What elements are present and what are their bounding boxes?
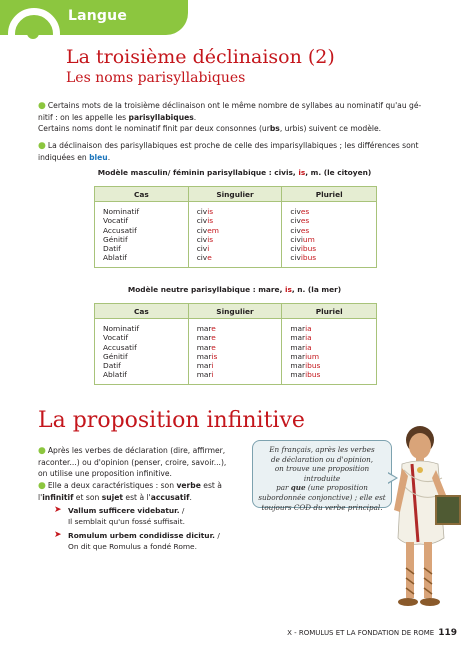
case-label: Vocatif <box>103 216 129 226</box>
bullet-dot-icon: ● <box>38 481 46 491</box>
bulla <box>417 467 423 473</box>
infinitive-bullet-1: ● Après les verbes de déclaration (dire, affirmer, raconter...) ou d'opinion (penser, croire, savoir...), on utilise une proposition infinitive. <box>38 446 227 478</box>
form-plural: cives <box>290 216 310 226</box>
case-label: Vocatif <box>103 333 129 343</box>
form-singular: cive <box>196 253 212 263</box>
table1-singular-cell <box>188 202 282 268</box>
table1-plural-cell <box>282 202 377 268</box>
table1-header-singular: Singulier <box>188 187 282 202</box>
page-number: 119 <box>438 628 457 638</box>
section-label: Langue <box>68 8 128 24</box>
example-1-french: Il semblait qu'un fossé suffisait. <box>68 517 185 526</box>
bullet-dot-icon: ● <box>38 141 46 151</box>
table2-declension <box>94 303 377 385</box>
table1-body-row <box>95 202 377 268</box>
arrow-right-icon: ➤ <box>54 505 62 515</box>
example-2-french: On dit que Romulus a fondé Rome. <box>68 542 197 551</box>
form-singular: civis <box>196 216 214 226</box>
form-plural: civibus <box>290 253 317 263</box>
form-plural: maria <box>290 324 312 333</box>
case-label: Datif <box>103 244 121 254</box>
form-plural: maribus <box>290 361 321 371</box>
form-singular: mare <box>196 324 216 333</box>
table1-header-row <box>95 187 377 202</box>
table1-header-plural: Pluriel <box>282 187 377 202</box>
footer-chapter: X - ROMULUS ET LA FONDATION DE ROME <box>287 629 435 637</box>
intro-paragraph-2: ● La déclinaison des parisyllabiques est proche de celle des imparisyllabiques ; les différences sont indiquées en bleu. <box>38 141 419 162</box>
form-plural: marium <box>290 351 320 361</box>
page-footer <box>287 628 457 638</box>
right-sandal <box>420 598 440 606</box>
page-title: La troisième déclinaison (2) <box>66 46 335 68</box>
table1-header-case: Cas <box>95 187 189 202</box>
wax-tablet <box>436 496 460 524</box>
bullet-dot-icon: ● <box>38 446 46 456</box>
form-singular: civi <box>196 244 210 254</box>
case-label: Ablatif <box>103 370 127 380</box>
case-label: Génitif <box>103 234 128 244</box>
table2-plural-cell <box>282 319 377 385</box>
form-singular: civem <box>196 225 219 235</box>
form-plural: cives <box>290 207 310 216</box>
form-plural: maria <box>290 333 312 343</box>
table2-title: Modèle neutre parisyllabique : mare, is, n. (la mer) <box>127 285 342 294</box>
form-plural: maribus <box>290 370 321 380</box>
case-label: Génitif <box>103 351 128 361</box>
table2-singular-cell <box>188 319 282 385</box>
arrow-right-icon: ➤ <box>54 530 62 540</box>
table1-declension <box>94 186 377 268</box>
form-singular: civis <box>196 234 214 244</box>
table2-cases-cell <box>95 319 189 385</box>
table2-header-plural: Pluriel <box>282 304 377 319</box>
case-label: Accusatif <box>103 225 137 235</box>
table1-title: Modèle masculin/ féminin parisyllabique : civis, is, m. (le citoyen) <box>97 168 372 177</box>
form-plural: civium <box>290 234 315 244</box>
section2-title: La proposition infinitive <box>38 408 305 433</box>
page-subtitle: Les noms parisyllabiques <box>66 70 246 86</box>
face <box>409 433 431 459</box>
case-label: Datif <box>103 361 121 371</box>
bullet-dot-icon: ● <box>38 101 46 111</box>
roman-boy-illustration <box>392 418 464 623</box>
speech-bubble: En français, après les verbes de déclaration ou d'opinion, on trouve une proposition introduite par que (une proposition subordonnée conjonctive) ; elle est toujours COD du verbe principal. <box>252 440 392 508</box>
example-2-latin: Romulum urbem condidisse dicitur. / <box>68 531 220 540</box>
form-plural: maria <box>290 342 312 352</box>
table2-header-case: Cas <box>95 304 189 319</box>
example-1-latin: Vallum sufficere videbatur. / <box>68 506 185 515</box>
table2-body-row <box>95 319 377 385</box>
case-label: Accusatif <box>103 342 137 352</box>
form-plural: cives <box>290 225 310 235</box>
form-singular: mare <box>196 333 216 343</box>
form-singular: mari <box>196 370 214 380</box>
infinitive-bullet-2: ● Elle a deux caractéristiques : son verbe est à l'infinitif et son sujet est à l'accusatif. <box>38 481 222 502</box>
table2-header-singular: Singulier <box>188 304 282 319</box>
table1-cases-cell <box>95 202 189 268</box>
form-plural: civibus <box>290 244 317 254</box>
table2-header-row <box>95 304 377 319</box>
case-label: Ablatif <box>103 253 127 263</box>
form-singular: civis <box>196 207 214 216</box>
ring-dot-icon <box>27 27 39 39</box>
case-label: Nominatif <box>103 324 140 333</box>
form-singular: maris <box>196 351 218 361</box>
intro-paragraph-1: ● Certains mots de la troisième déclinaison ont le même nombre de syllabes au nominatif qu'au gé- nitif : on les appelle les parisyllabiques. Certains noms dont le nominatif finit par deux consonnes (urbs, urbis) suivent ce modèle. <box>38 101 422 133</box>
form-singular: mari <box>196 361 214 371</box>
left-sandal <box>398 598 418 606</box>
form-singular: mare <box>196 342 216 352</box>
case-label: Nominatif <box>103 207 140 216</box>
